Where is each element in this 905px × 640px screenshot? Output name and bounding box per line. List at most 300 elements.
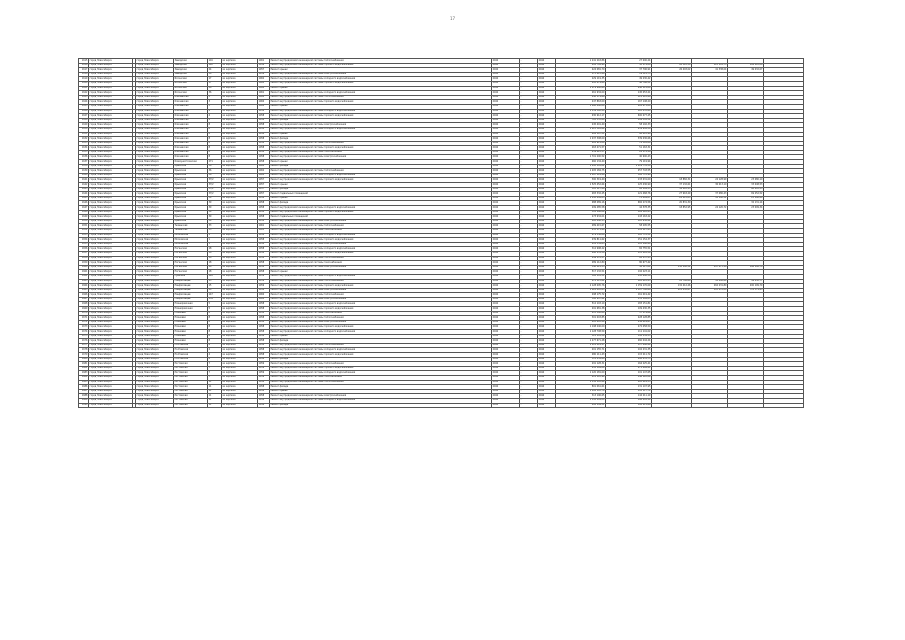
table-cell: 1960 [258, 104, 270, 109]
table-cell: - [520, 63, 538, 68]
table-cell: 26 [208, 86, 222, 91]
table-cell: 2044 [538, 77, 556, 82]
table-cell: 49 030,77 [728, 279, 764, 284]
table-cell: 143 163,22 [606, 215, 652, 220]
table-cell: 1 097 114,26 [556, 173, 606, 178]
table-cell: город Новосибирск [89, 109, 133, 114]
table-cell: 1644 [79, 192, 89, 197]
table-cell: 1659 [79, 261, 89, 266]
table-cell: город Новосибирск [89, 215, 133, 220]
table-cell: 1958 [258, 389, 270, 394]
table-cell: 1 019 731,30 [606, 164, 652, 169]
table-cell: 200 199,79 [728, 284, 764, 289]
table-cell: - [520, 302, 538, 307]
table-cell: - [520, 118, 538, 123]
table-cell: Плановая [174, 339, 208, 344]
table-cell: 2042 [492, 183, 520, 188]
table-cell: 111 141,02 [606, 330, 652, 335]
table-cell: город Новосибирск [136, 398, 174, 403]
table-cell: 1961 [258, 91, 270, 96]
table-cell: - [520, 343, 538, 348]
table-cell: город Новосибирск [136, 183, 174, 188]
table-cell [728, 403, 764, 408]
table-cell: город Новосибирск [89, 251, 133, 256]
table-cell: 1662 [79, 274, 89, 279]
table-cell: 2044 [538, 293, 556, 298]
table-cell: 2044 [538, 137, 556, 142]
table-cell: Заводская [174, 63, 208, 68]
table-cell: 199 541,32 [606, 118, 652, 123]
table-cell: 37/2 [208, 192, 222, 197]
table-cell: 24 174,18 [606, 150, 652, 155]
table-cell: город Новосибирск [89, 261, 133, 266]
table-cell: 2042 [492, 311, 520, 316]
table-cell: Московская [174, 238, 208, 243]
table-cell: Ремонт крыши [270, 160, 492, 165]
table-cell: Ремонт внутридомовой инженерной системы теплоснабжения [270, 293, 492, 298]
table-cell: 1958 [258, 141, 270, 146]
table-cell: 1958 [258, 265, 270, 270]
table-cell: город Новосибирск [136, 164, 174, 169]
table-cell: 439 644,58 [606, 127, 652, 132]
table-cell: 1961 [258, 59, 270, 64]
table-cell: 1958 [258, 114, 270, 119]
table-cell: 39 [208, 196, 222, 201]
table-cell: из кирпича [222, 196, 258, 201]
table-cell: - [520, 59, 538, 64]
table-cell: город Новосибирск [136, 293, 174, 298]
table-cell: 228 128,85 [606, 316, 652, 321]
table-cell: город Новосибирск [136, 95, 174, 100]
table-cell: из кирпича [222, 284, 258, 289]
table-cell: город Новосибирск [89, 141, 133, 146]
table-cell: 39 [208, 219, 222, 224]
table-cell: 1639 [79, 169, 89, 174]
table-cell: 25 180,49 [728, 196, 764, 201]
table-cell: город Новосибирск [136, 362, 174, 367]
table-cell: город Новосибирск [136, 288, 174, 293]
table-cell: 20 [208, 288, 222, 293]
table-cell: 2044 [538, 357, 556, 362]
table-cell: 2042 [492, 316, 520, 321]
table-cell: 1958 [258, 398, 270, 403]
table-cell: город Новосибирск [136, 233, 174, 238]
table-cell: город Новосибирск [136, 357, 174, 362]
table-cell: 2044 [538, 371, 556, 376]
table-cell: - [520, 398, 538, 403]
table-cell: 1 241 218,86 [556, 59, 606, 64]
table-cell: город Новосибирск [136, 192, 174, 197]
table-cell: Крымская [174, 210, 208, 215]
table-cell: 2044 [538, 311, 556, 316]
table-cell: - [520, 215, 538, 220]
table-cell: Ключевская [174, 123, 208, 128]
table-cell: из кирпича [222, 224, 258, 229]
table-cell: 1 011 214,17 [556, 343, 606, 348]
table-cell: 2042 [492, 132, 520, 137]
table-cell: город Новосибирск [89, 183, 133, 188]
table-cell: город Новосибирск [89, 353, 133, 358]
table-cell: из кирпича [222, 201, 258, 206]
table-cell: 2044 [538, 307, 556, 312]
table-cell: 191 117,74 [606, 389, 652, 394]
table-cell: 2044 [538, 95, 556, 100]
table-cell: 1625 [79, 104, 89, 109]
table-cell: 299 485,58 [556, 206, 606, 211]
table-cell: 273 934,01 [556, 215, 606, 220]
table-cell: Крымская [174, 169, 208, 174]
table-cell: 163 638,42 [606, 219, 652, 224]
table-cell: город Новосибирск [89, 330, 133, 335]
table-cell: 3 [208, 95, 222, 100]
table-cell: город Новосибирск [89, 385, 133, 390]
table-cell: 249 178,57 [556, 256, 606, 261]
table-cell: 2044 [538, 169, 556, 174]
table-cell: из кирпича [222, 137, 258, 142]
table-cell: - [520, 169, 538, 174]
table-cell: 2 128 095,76 [556, 284, 606, 289]
table-cell: Ремонт внутридомовой инженерной системы холодного водоснабжения [270, 77, 492, 82]
table-cell: Крымская [174, 183, 208, 188]
table-cell: - [520, 192, 538, 197]
table-cell: город Новосибирск [89, 403, 133, 408]
table-cell: Крымская [174, 219, 208, 224]
table-cell: Иссинская [174, 91, 208, 96]
table-cell: 2044 [538, 86, 556, 91]
table-cell: 101 147,65 [606, 371, 652, 376]
table-cell: 2044 [538, 339, 556, 344]
table-cell: 1960 [258, 100, 270, 105]
table-cell: из кирпича [222, 91, 258, 96]
table-cell: Ростовская [174, 380, 208, 385]
table-cell: - [520, 375, 538, 380]
table-cell: 19 321,75 [606, 72, 652, 77]
table-cell: из кирпича [222, 311, 258, 316]
table-cell: 261 934,00 [556, 91, 606, 96]
table-cell: из кирпича [222, 238, 258, 243]
table-cell: 33 048,53 [728, 183, 764, 188]
table-cell: 1958 [258, 137, 270, 142]
table-cell: Планировочная [174, 307, 208, 312]
table-cell: 2044 [538, 91, 556, 96]
table-cell: 82 755,51 [606, 247, 652, 252]
table-cell: Ремонт фасада [270, 403, 492, 408]
table-cell: 1617 [79, 68, 89, 73]
table-cell: 2044 [538, 192, 556, 197]
table-cell: 308 947,42 [556, 297, 606, 302]
table-cell: город Новосибирск [89, 380, 133, 385]
table-cell: из кирпича [222, 86, 258, 91]
table-cell: 2042 [492, 394, 520, 399]
table-cell: город Новосибирск [136, 59, 174, 64]
table-cell: 50 179,00 [606, 63, 652, 68]
table-cell: город Новосибирск [89, 155, 133, 160]
table-cell: 1 [208, 233, 222, 238]
table-cell: Планировочная [174, 302, 208, 307]
table-cell: 2044 [538, 173, 556, 178]
table-cell: - [520, 132, 538, 137]
table-cell: Ремонт внутридомовой инженерной системы теплоснабжения [270, 141, 492, 146]
table-cell: 2044 [538, 330, 556, 335]
table-cell: 1674 [79, 330, 89, 335]
table-cell: 1958 [258, 256, 270, 261]
table-cell: - [520, 366, 538, 371]
table-cell: 265 029,33 [606, 380, 652, 385]
table-cell: 1 159 362,20 [556, 109, 606, 114]
table-cell: 120 412,23 [606, 279, 652, 284]
table-cell: город Новосибирск [89, 238, 133, 243]
table-cell: 1634 [79, 146, 89, 151]
table-cell: 2042 [492, 141, 520, 146]
table-cell: 2044 [538, 155, 556, 160]
table-cell: 2044 [538, 146, 556, 151]
table-cell: 460 134,40 [556, 160, 606, 165]
table-cell: Ремонт внутридомовой инженерной системы горячего водоснабжения [270, 114, 492, 119]
table-cell: 33 [208, 228, 222, 233]
table-cell: 145 896,36 [606, 274, 652, 279]
table-cell: 271 064,41 [606, 366, 652, 371]
table-cell: 1958 [258, 343, 270, 348]
table-cell: 1664 [79, 284, 89, 289]
table-cell: город Новосибирск [89, 104, 133, 109]
table-cell: Ростовская [174, 371, 208, 376]
table-cell: 23 080,10 [728, 178, 764, 183]
table-cell: город Новосибирск [89, 91, 133, 96]
table-cell: город Новосибирск [89, 201, 133, 206]
table-cell: 229 119,35 [556, 77, 606, 82]
table-cell: - [520, 77, 538, 82]
table-cell: из кирпича [222, 210, 258, 215]
table-cell: из кирпича [222, 183, 258, 188]
table-cell: 1635 [79, 150, 89, 155]
table-cell: 247 863,00 [556, 100, 606, 105]
table-cell: Ремонт крыши [270, 183, 492, 188]
table-cell: - [520, 261, 538, 266]
table-cell: 2044 [538, 385, 556, 390]
table-cell: 1958 [258, 394, 270, 399]
table-cell: 1652 [79, 228, 89, 233]
table-cell: 483 332,25 [556, 192, 606, 197]
table-cell: из кирпича [222, 146, 258, 151]
table-cell: из кирпича [222, 293, 258, 298]
table-cell: Ремонт внутридомовой инженерной системы теплоснабжения [270, 95, 492, 100]
table-cell: из кирпича [222, 127, 258, 132]
table-cell: 8 [208, 146, 222, 151]
table-cell: 2044 [538, 123, 556, 128]
table-cell: город Новосибирск [89, 297, 133, 302]
table-cell: город Новосибирск [136, 127, 174, 132]
table-cell: из кирпича [222, 160, 258, 165]
table-cell: 1656 [79, 247, 89, 252]
table-cell: 2042 [492, 150, 520, 155]
table-cell: Ремонт внутридомовой инженерной системы теплоснабжения [270, 316, 492, 321]
table-cell: город Новосибирск [136, 311, 174, 316]
table-cell: 1628 [79, 118, 89, 123]
table-cell: 17 [208, 77, 222, 82]
table-cell: 280 151,58 [556, 251, 606, 256]
table-cell: город Новосибирск [136, 284, 174, 289]
table-cell: 24 215,05 [652, 196, 692, 201]
table-cell: 1 437 308,00 [556, 137, 606, 142]
table-cell: - [520, 228, 538, 233]
table-cell: 58 192,33 [606, 123, 652, 128]
table-cell: из кирпича [222, 104, 258, 109]
table-cell: 18 882,31 [652, 178, 692, 183]
table-cell: Ключевская [174, 146, 208, 151]
table-cell: 2044 [538, 233, 556, 238]
table-cell: 36 013,10 [692, 183, 728, 188]
table-cell: 2044 [538, 256, 556, 261]
table-cell: из кирпича [222, 178, 258, 183]
table-cell: 2042 [492, 164, 520, 169]
table-cell: город Новосибирск [136, 224, 174, 229]
table-cell: 271 [208, 160, 222, 165]
table-cell: 2042 [492, 91, 520, 96]
table-cell: Ключевская [174, 132, 208, 137]
table-cell: 11 [208, 389, 222, 394]
table-cell: 2042 [492, 77, 520, 82]
table-cell: город Новосибирск [89, 256, 133, 261]
table-cell: 8 [208, 325, 222, 330]
table-cell: 2042 [492, 398, 520, 403]
table-cell: город Новосибирск [136, 150, 174, 155]
table-cell: Ростовская [174, 403, 208, 408]
table-cell: 2042 [492, 104, 520, 109]
table-cell: 313 196,65 [556, 394, 606, 399]
table-cell: 1958 [258, 63, 270, 68]
table-cell: - [520, 155, 538, 160]
table-cell: 1 225 328,64 [556, 127, 606, 132]
table-cell: город Новосибирск [136, 256, 174, 261]
table-cell: из кирпича [222, 192, 258, 197]
table-cell: 1 [208, 238, 222, 243]
table-cell: город Новосибирск [89, 146, 133, 151]
table-cell: 2042 [492, 146, 520, 151]
table-cell: 1 016 183,76 [556, 389, 606, 394]
table-cell: 1958 [258, 403, 270, 408]
table-cell: 104 210,06 [728, 63, 764, 68]
table-cell: 1681 [79, 362, 89, 367]
table-cell: 362 191,31 [556, 274, 606, 279]
table-cell: 2044 [538, 316, 556, 321]
table-cell [764, 403, 804, 408]
table-cell: 2042 [492, 307, 520, 312]
table-cell: Полтавская [174, 353, 208, 358]
table-cell: 362 778,90 [606, 173, 652, 178]
table-cell: город Новосибирск [136, 251, 174, 256]
table-cell: 2042 [492, 247, 520, 252]
table-cell: Ремонт внутридомовой инженерной системы холодного водоснабжения [270, 330, 492, 335]
table-cell: Плановая [174, 320, 208, 325]
table-cell: город Новосибирск [136, 297, 174, 302]
table-cell: - [520, 104, 538, 109]
table-cell: 2042 [492, 274, 520, 279]
table-cell: город Новосибирск [89, 334, 133, 339]
table-cell: город Новосибирск [136, 330, 174, 335]
table-cell: из кирпича [222, 187, 258, 192]
table-cell: 121 212,40 [606, 95, 652, 100]
table-cell: - [520, 219, 538, 224]
table-cell: Полтавская [174, 348, 208, 353]
table-cell: 2042 [492, 348, 520, 353]
table-cell: город Новосибирск [89, 233, 133, 238]
table-cell: 340 221,33 [556, 265, 606, 270]
table-cell: город Новосибирск [89, 311, 133, 316]
table-cell: город Новосибирск [136, 353, 174, 358]
table-cell: 1958 [258, 150, 270, 155]
table-cell: - [520, 307, 538, 312]
table-cell: город Новосибирск [89, 389, 133, 394]
table-cell: 8 [208, 137, 222, 142]
table-cell: 480 111,43 [556, 353, 606, 358]
table-cell: 8 [208, 150, 222, 155]
table-cell: Полтавская [174, 357, 208, 362]
table-cell: 192 223,11 [606, 270, 652, 275]
table-cell: 2042 [492, 224, 520, 229]
table-cell: 24 [208, 68, 222, 73]
table-cell: Ремонт фасада [270, 339, 492, 344]
table-cell: Ремонт внутридомовой инженерной системы электроснабжения [270, 288, 492, 293]
table-cell: город Новосибирск [89, 210, 133, 215]
table-cell: 1648 [79, 210, 89, 215]
table-cell: из кирпича [222, 100, 258, 105]
table-cell: город Новосибирск [136, 261, 174, 266]
table-cell: 1 107 708,68 [606, 288, 652, 293]
table-cell: город Новосибирск [136, 100, 174, 105]
table-cell: 192 134,55 [606, 334, 652, 339]
table-cell: - [520, 385, 538, 390]
table-cell: Ремонт внутридомовой инженерной системы горячего водоснабжения [270, 238, 492, 243]
table-cell: 49 230,42 [606, 77, 652, 82]
table-cell: 2044 [538, 228, 556, 233]
table-cell: Ремонт фасада [270, 164, 492, 169]
table-cell: 1958 [258, 353, 270, 358]
table-cell: Ремонт фасада [270, 137, 492, 142]
table-cell: 2042 [492, 233, 520, 238]
table-cell: город Новосибирск [89, 375, 133, 380]
table-cell: 2044 [538, 380, 556, 385]
table-cell: 1 120 181,00 [556, 371, 606, 376]
table-cell: Плановая [174, 325, 208, 330]
table-cell: 18 [208, 270, 222, 275]
table-cell: 1957 [258, 68, 270, 73]
table-cell: - [520, 256, 538, 261]
table-cell: из кирпича [222, 348, 258, 353]
table-cell: город Новосибирск [89, 123, 133, 128]
table-cell: Ремонт внутридомовой инженерной системы холодного водоснабжения [270, 348, 492, 353]
table-cell: 301 003,85 [556, 316, 606, 321]
table-cell: 2042 [492, 375, 520, 380]
table-cell: город Новосибирск [136, 160, 174, 165]
table-cell: 2044 [538, 394, 556, 399]
table-cell: город Новосибирск [136, 394, 174, 399]
table-cell: Ремонт внутридомовой инженерной системы газоснабжения [270, 150, 492, 155]
table-cell: 23 099,34 [728, 206, 764, 211]
table-cell: 82 157,13 [606, 256, 652, 261]
table-cell: Ремонт внутридомовой инженерной системы электроснабжения [270, 394, 492, 399]
table-cell: - [520, 265, 538, 270]
table-cell: 2044 [538, 348, 556, 353]
table-cell: 291 704,90 [556, 63, 606, 68]
table-cell: 26 493,02 [652, 68, 692, 73]
table-cell: из кирпича [222, 288, 258, 293]
table-cell: 1958 [258, 380, 270, 385]
table-cell: 18 852,95 [652, 206, 692, 211]
table-cell: город Новосибирск [136, 155, 174, 160]
table-cell: 1958 [258, 146, 270, 151]
table-cell: 39 [208, 210, 222, 215]
table-cell: 291 128,31 [556, 362, 606, 367]
